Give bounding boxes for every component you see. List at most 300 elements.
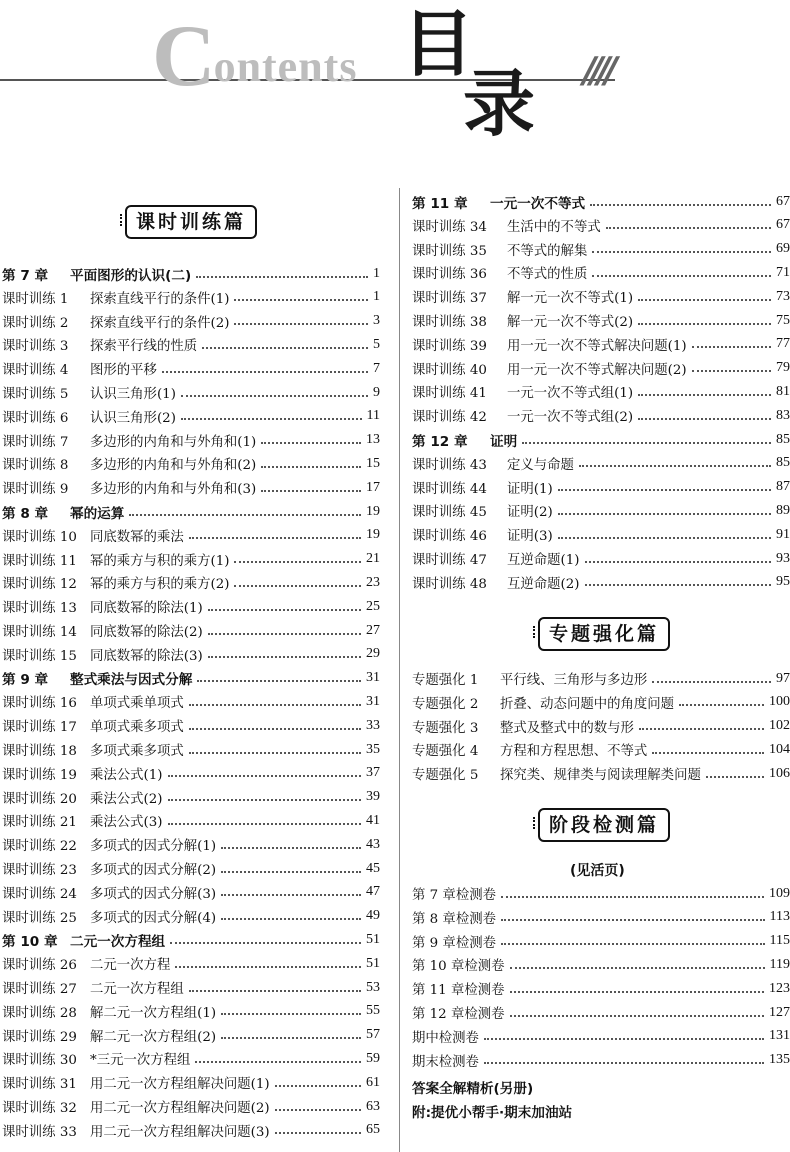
row-label: 第 10 章	[2, 933, 58, 950]
toc-row	[412, 1025, 790, 1048]
row-title: 探索平行线的性质	[90, 339, 198, 355]
dot-leader	[208, 609, 361, 611]
dot-leader	[221, 871, 361, 873]
row-title: 互逆命题(2)	[507, 576, 580, 592]
toc-row	[412, 762, 790, 785]
dot-leader	[189, 704, 361, 706]
row-title: 整式及整式中的数与形	[500, 720, 634, 736]
page-number: 123	[769, 980, 790, 996]
dot-leader	[592, 275, 771, 277]
toc-row	[2, 786, 380, 809]
dot-leader	[638, 418, 771, 420]
row-title: 多项式的因式分解(2)	[90, 863, 217, 878]
row-label: 课时训练 24	[2, 886, 77, 902]
toc-row	[2, 1119, 380, 1142]
row-label: 课时训练 38	[412, 315, 487, 330]
dot-leader	[261, 466, 361, 468]
dot-leader	[170, 942, 361, 944]
row-title: *三元一次方程组	[90, 1053, 191, 1069]
dot-leader	[208, 633, 361, 635]
dot-leader	[692, 346, 771, 348]
row-label: 课时训练 8	[2, 458, 69, 474]
toc-row	[412, 261, 790, 284]
page-number: 1	[373, 289, 380, 305]
page-number: 131	[769, 1028, 790, 1044]
page-number: 69	[776, 241, 790, 257]
toc-row	[412, 930, 790, 953]
row-title: 单项式乘多项式	[90, 720, 184, 736]
dot-leader	[585, 561, 771, 563]
row-label: 课时训练 9	[2, 482, 69, 498]
row-label: 课时训练 20	[2, 791, 77, 807]
dot-leader	[275, 1085, 361, 1087]
row-title: 第 9 章检测卷	[412, 935, 496, 951]
page-number: 39	[366, 789, 380, 805]
page-number: 29	[366, 646, 380, 662]
dot-leader	[679, 704, 764, 706]
toc-row	[2, 643, 380, 666]
page-number: 21	[366, 551, 380, 567]
row-title: 单项式乘单项式	[90, 696, 184, 712]
toc-row	[412, 571, 790, 594]
row-title: 用二元一次方程组解决问题(2)	[90, 1101, 270, 1116]
dot-leader	[592, 251, 771, 253]
dot-leader	[189, 728, 361, 730]
row-title: 幂的乘方与积的乘方(1)	[90, 553, 230, 569]
toc-row	[412, 476, 790, 499]
row-title: 第 10 章检测卷	[412, 959, 505, 975]
row-label: 课时训练 15	[2, 648, 77, 664]
toc-row	[2, 976, 380, 999]
page-number: 79	[776, 360, 790, 376]
dot-leader	[189, 537, 361, 539]
row-label: 课时训练 39	[412, 338, 487, 354]
row-title: 二元一次方程	[90, 958, 171, 974]
row-label: 课时训练 30	[2, 1053, 77, 1069]
row-label: 第 7 章	[2, 267, 49, 284]
contents-rest: ontents	[213, 42, 358, 91]
row-title: 探索直线平行的条件(2)	[90, 315, 230, 331]
dot-leader	[234, 585, 361, 587]
page-number: 55	[366, 1003, 380, 1019]
row-title: 不等式的解集	[507, 243, 588, 259]
dot-leader	[181, 395, 368, 397]
dot-leader	[652, 752, 764, 754]
row-title: 证明(2)	[507, 505, 553, 521]
toc-row	[412, 547, 790, 570]
chapter-row	[412, 428, 790, 451]
row-label: 课时训练 6	[2, 410, 69, 426]
page-number: 51	[366, 955, 380, 971]
page-number: 35	[366, 741, 380, 757]
toc-row	[412, 238, 790, 261]
toc-row	[2, 1095, 380, 1118]
row-label: 课时训练 32	[2, 1101, 77, 1116]
dot-leader	[181, 418, 362, 420]
row-label: 课时训练 47	[412, 553, 487, 568]
dot-leader	[501, 919, 765, 921]
toc-row	[2, 595, 380, 618]
toc-row	[2, 310, 380, 333]
toc-row	[2, 1047, 380, 1070]
row-label: 课时训练 13	[2, 601, 77, 617]
toc-row	[412, 977, 790, 1000]
row-label: 课时训练 19	[2, 767, 77, 783]
page-number: 127	[769, 1004, 790, 1020]
page-number: 45	[366, 860, 380, 876]
dot-leader	[189, 752, 361, 754]
row-label: 第 9 章	[2, 672, 49, 689]
row-label: 课时训练 25	[2, 910, 77, 926]
toc-row	[2, 857, 380, 880]
page-number: 73	[776, 288, 790, 304]
dot-leader	[510, 967, 765, 969]
row-title: 同底数幂的乘法	[90, 529, 184, 545]
toc-row	[2, 738, 380, 761]
toc-row	[2, 381, 380, 404]
page-number: 5	[373, 336, 380, 352]
row-title: 多边形的内角和与外角和(2)	[90, 458, 257, 474]
page-number: 65	[366, 1122, 380, 1138]
row-label: 课时训练 46	[412, 529, 487, 545]
toc-row	[412, 380, 790, 403]
row-title: 多项式的因式分解(1)	[90, 839, 217, 855]
page-number: 67	[776, 217, 790, 233]
row-title: 认识三角形(2)	[90, 410, 176, 426]
toc-row	[412, 309, 790, 332]
row-title: 多项式乘多项式	[90, 744, 184, 759]
row-label: 课时训练 21	[2, 815, 77, 831]
row-title: 认识三角形(1)	[90, 387, 176, 402]
contents-wordmark	[152, 6, 357, 107]
page-number: 1	[373, 265, 380, 281]
dot-leader	[234, 561, 361, 563]
toc-row	[2, 1071, 380, 1094]
row-label: 课时训练 42	[412, 410, 487, 426]
row-label: 课时训练 12	[2, 577, 77, 593]
row-label: 课时训练 40	[412, 362, 487, 378]
toc-row	[412, 214, 790, 237]
dot-leader	[484, 1038, 764, 1040]
dot-leader	[221, 847, 361, 849]
dot-leader	[195, 1061, 361, 1063]
toc-row	[2, 762, 380, 785]
row-title: 同底数幂的除法(2)	[90, 625, 203, 640]
row-title: 期中检测卷	[412, 1030, 479, 1046]
page-number: 89	[776, 502, 790, 518]
row-title: 第 8 章检测卷	[412, 911, 496, 927]
dot-leader	[261, 490, 361, 492]
dot-leader	[522, 442, 771, 444]
toc-row	[412, 499, 790, 522]
row-label: 课时训练 2	[2, 315, 69, 331]
dot-leader	[221, 1013, 361, 1015]
row-label: 第 8 章	[2, 505, 49, 522]
page-number: 95	[776, 574, 790, 590]
dot-leader	[168, 799, 361, 801]
row-title: 乘法公式(1)	[90, 767, 163, 783]
appendix-note: 附:提优小帮手·期末加油站	[412, 1105, 573, 1121]
page-number: 93	[776, 550, 790, 566]
row-label: 课时训练 31	[2, 1077, 77, 1093]
toc-row	[412, 882, 790, 905]
toc-row	[412, 738, 790, 761]
row-label: 课时训练 33	[2, 1124, 77, 1140]
chapter-row	[2, 667, 380, 690]
dot-leader	[638, 394, 771, 396]
dot-leader	[208, 656, 361, 658]
toc-row	[2, 571, 380, 594]
toc-row	[412, 1001, 790, 1024]
toc-row	[2, 690, 380, 713]
dot-leader	[261, 442, 361, 444]
row-title: 解一元一次不等式(2)	[507, 315, 634, 330]
dot-leader	[129, 514, 361, 516]
row-title: 二元一次方程组	[90, 982, 184, 997]
page-number: 53	[366, 979, 380, 995]
row-title: 多边形的内角和与外角和(1)	[90, 434, 257, 450]
row-label: 专题强化 5	[412, 768, 479, 784]
chapter-row	[412, 190, 790, 213]
row-label: 课时训练 43	[412, 457, 487, 473]
section-tag-lessons: 课时训练篇	[125, 205, 257, 239]
row-label: 专题强化 2	[412, 696, 479, 712]
row-title: 不等式的性质	[507, 267, 588, 283]
page-number: 3	[373, 313, 380, 329]
row-title: 乘法公式(3)	[90, 815, 163, 831]
toc-row	[2, 714, 380, 737]
dot-leader	[196, 276, 368, 278]
row-title: 证明(1)	[507, 481, 553, 497]
page-number: 113	[769, 909, 790, 925]
dot-leader	[510, 1015, 764, 1017]
row-title: 一元一次不等式组(2)	[507, 410, 634, 426]
dot-leader	[484, 1062, 764, 1064]
page-number: 63	[366, 1098, 380, 1114]
row-label: 课时训练 18	[2, 744, 77, 759]
row-label: 课时训练 26	[2, 958, 77, 974]
page-number: 9	[373, 384, 380, 400]
dot-leader	[638, 323, 771, 325]
page-number: 19	[366, 527, 380, 543]
page-number: 13	[366, 432, 380, 448]
page-number: 47	[366, 884, 380, 900]
row-title: 定义与命题	[507, 457, 574, 473]
page-number: 15	[366, 455, 380, 471]
row-label: 专题强化 4	[412, 744, 479, 760]
toc-row	[2, 405, 380, 428]
row-title: 多项式的因式分解(4)	[90, 910, 217, 926]
dot-leader	[221, 894, 361, 896]
row-title: 解二元一次方程组(2)	[90, 1029, 217, 1045]
row-title: 平行线、三角形与多边形	[500, 673, 648, 688]
page-number: 85	[776, 455, 790, 471]
page-number: 71	[776, 264, 790, 280]
row-title: 解一元一次不等式(1)	[507, 291, 634, 307]
row-label: 第 11 章	[412, 195, 468, 212]
row-title: 互逆命题(1)	[507, 553, 580, 568]
toc-row	[2, 476, 380, 499]
dot-leader	[175, 966, 361, 968]
toc-row	[412, 523, 790, 546]
row-title: 用一元一次不等式解决问题(2)	[507, 362, 687, 378]
row-label: 课时训练 17	[2, 720, 77, 736]
row-label: 课时训练 14	[2, 625, 77, 640]
dot-leader	[197, 680, 361, 682]
dot-leader	[189, 990, 361, 992]
page-number: 104	[769, 741, 790, 757]
row-label: 课时训练 11	[2, 553, 77, 569]
dot-leader	[590, 204, 771, 206]
toc-row	[2, 619, 380, 642]
row-label: 课时训练 37	[412, 291, 487, 307]
row-title: 证明	[490, 433, 518, 450]
page-number: 59	[366, 1050, 380, 1066]
page-number: 109	[769, 885, 790, 901]
dot-leader	[606, 227, 771, 229]
row-title: 整式乘法与因式分解	[70, 672, 193, 689]
row-title: 生活中的不等式	[507, 219, 601, 235]
row-title: 幂的乘方与积的乘方(2)	[90, 577, 230, 593]
page-number: 85	[776, 431, 790, 447]
dot-leader	[501, 896, 764, 898]
toc-row	[2, 357, 380, 380]
row-label: 课时训练 5	[2, 387, 69, 402]
chapter-row	[2, 262, 380, 285]
toc-row	[2, 833, 380, 856]
toc-row	[412, 953, 790, 976]
dot-leader	[275, 1132, 361, 1134]
title-char-2: 录	[463, 62, 536, 146]
tests-note: (见活页)	[570, 863, 625, 879]
row-title: 乘法公式(2)	[90, 791, 163, 807]
page-number: 115	[769, 933, 790, 949]
section-tag-topics: 专题强化篇	[538, 617, 670, 651]
dot-leader	[639, 728, 764, 730]
page-number: 91	[776, 526, 790, 542]
row-label: 课时训练 41	[412, 386, 487, 402]
toc-row	[2, 548, 380, 571]
page-number: 31	[366, 670, 380, 686]
page-number: 100	[769, 694, 790, 710]
row-title: 一元一次不等式组(1)	[507, 386, 634, 402]
contents-initial: C	[152, 8, 214, 105]
page-number: 27	[366, 622, 380, 638]
page-number: 57	[366, 1027, 380, 1043]
row-title: 多项式的因式分解(3)	[90, 886, 217, 902]
row-label: 课时训练 23	[2, 863, 77, 878]
toc-row	[2, 905, 380, 928]
row-title: 一元一次不等式	[490, 195, 586, 212]
row-title: 二元一次方程组	[70, 933, 166, 950]
page-number: 77	[776, 336, 790, 352]
page-number: 7	[373, 360, 380, 376]
row-title: 用二元一次方程组解决问题(3)	[90, 1124, 270, 1140]
toc-row	[2, 452, 380, 475]
toc-row	[2, 333, 380, 356]
row-title: 图形的平移	[90, 363, 157, 379]
dot-leader	[501, 943, 765, 945]
dot-leader	[234, 299, 368, 301]
section-tag-tests: 阶段检测篇	[538, 808, 670, 842]
row-title: 同底数幂的除法(3)	[90, 648, 203, 664]
toc-row	[2, 1024, 380, 1047]
toc-row	[412, 1049, 790, 1072]
chapter-row	[2, 928, 380, 951]
row-title: 第 7 章检测卷	[412, 888, 496, 903]
dot-leader	[652, 681, 771, 683]
page-number: 11	[366, 408, 380, 424]
page-number: 51	[366, 931, 380, 947]
page-number: 67	[776, 193, 790, 209]
toc-row	[2, 524, 380, 547]
row-title: 折叠、动态问题中的角度问题	[500, 696, 675, 712]
row-title: 平面图形的认识(二)	[70, 267, 192, 284]
dot-leader	[706, 776, 764, 778]
dot-leader	[692, 370, 771, 372]
row-label: 课时训练 7	[2, 434, 69, 450]
dot-leader	[579, 465, 771, 467]
decorative-slashes: ////	[583, 50, 612, 91]
toc-row	[2, 1000, 380, 1023]
row-title: 同底数幂的除法(1)	[90, 601, 203, 617]
page-number: 25	[366, 598, 380, 614]
row-title: 用一元一次不等式解决问题(1)	[507, 338, 687, 354]
dot-leader	[638, 299, 771, 301]
toc-row	[2, 952, 380, 975]
row-title: 幂的运算	[70, 505, 125, 522]
page-number: 83	[776, 407, 790, 423]
page-number: 75	[776, 312, 790, 328]
row-title: 探究类、规律类与阅读理解类问题	[500, 768, 701, 784]
row-label: 课时训练 22	[2, 839, 77, 855]
row-title: 证明(3)	[507, 529, 553, 545]
page-number: 43	[366, 836, 380, 852]
page-number: 106	[769, 765, 790, 781]
toc-row	[412, 906, 790, 929]
dot-leader	[558, 513, 771, 515]
dot-leader	[558, 489, 771, 491]
row-title: 期末检测卷	[412, 1054, 479, 1070]
dot-leader	[510, 991, 764, 993]
toc-row	[2, 809, 380, 832]
row-label: 课时训练 27	[2, 982, 77, 997]
row-label: 课时训练 10	[2, 529, 77, 545]
toc-row	[412, 452, 790, 475]
row-title: 探索直线平行的条件(1)	[90, 291, 230, 307]
row-title: 解二元一次方程组(1)	[90, 1005, 217, 1021]
dot-leader	[234, 323, 368, 325]
row-label: 课时训练 1	[2, 291, 69, 307]
row-label: 课时训练 3	[2, 339, 69, 355]
toc-row	[412, 357, 790, 380]
row-title: 方程和方程思想、不等式	[500, 744, 648, 760]
toc-row	[412, 691, 790, 714]
row-title: 多边形的内角和与外角和(3)	[90, 482, 257, 498]
dot-leader	[202, 347, 368, 349]
dot-leader	[585, 584, 771, 586]
chapter-row	[2, 500, 380, 523]
toc-row	[412, 667, 790, 690]
row-label: 专题强化 1	[412, 673, 479, 688]
dot-leader	[558, 537, 771, 539]
page-number: 31	[366, 693, 380, 709]
row-label: 课时训练 36	[412, 267, 487, 283]
toc-row	[412, 333, 790, 356]
page-number: 87	[776, 479, 790, 495]
row-title: 用二元一次方程组解决问题(1)	[90, 1077, 270, 1093]
row-label: 第 12 章	[412, 433, 468, 450]
